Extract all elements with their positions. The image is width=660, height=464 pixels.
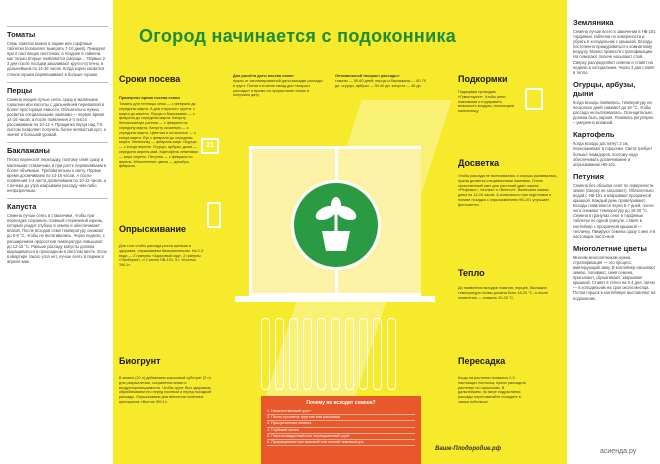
site-url: Ваше-Плодородие.рф: [435, 446, 502, 452]
sprayer-icon: [207, 202, 221, 228]
section-text: Плохо переносят пересадку, поэтому семя сразу в маленькие стаканчики, и при росте переваливаем в более объёмные. Требовательны к свету. Первое время досвечиваем по 14-16 часов. А после появления 2-4 листа досвечиваем по 10-12 часов, а с вечера до утра накрываем рассаду чем-либо непрозрачным.: [7, 157, 107, 193]
section-text: Семена лучше всего в замочении в НВ-101 торфяные таблетки по поверхности и убрать в холодильник с крышкой. Всходы постепенно прищуриваться к комнатному воздуху. Можно провести стратификацию. На помогают поличе насыпают слой. Сверху распределяют семена и ставят на неделю в холодильник. Через 3 дня ставят в тепло.: [573, 29, 656, 75]
section-title-warmth: Тепло: [458, 268, 485, 278]
section-title: Земляника: [573, 18, 614, 27]
box-item: 5. Переохлажденный или пересушенный грунт: [267, 434, 415, 440]
box-item: 2. Плохо пролитое грунтом или рассыпка: [267, 415, 415, 421]
biosoil-text: В землю (10 л) добавляем кокосовый субстрат (3 л) для разрыхления, сохранения влаги и воздухопроницаемости. Чтобы грунт был здоровым, обрабатываем его перед посевом и перед посадкой рассады. Опрыскиваем для внесения полезных препаратов «Восток ЭМ-1».: [119, 376, 212, 404]
section-title: Картофель: [573, 130, 615, 140]
watermark: асиенда.ру: [600, 448, 637, 455]
box-item: 6. Проращиваем при высокой или низкой температуре: [267, 440, 415, 446]
section-title-spraying: Опрыскивание: [119, 224, 187, 234]
radiator-section: [373, 318, 382, 390]
right-section-strawberry: [573, 18, 656, 75]
section-title-sowing-dates: Сроки посева: [119, 74, 181, 84]
right-section-perennials: [573, 244, 656, 301]
section-text: Семена лучше сеять в стаканчики, чтобы при пересадке сохранить главный стержневой корень, который уходит глубоко в землю и обеспечивает влагой. После всходов семя температуру снижают до 6-8 °С, чтобы не вытягивались. Через неделю, с расширением проростков температура повышают до 12-15 °С. Раньше рассаду капусты должна выращиваться в прохладном и светлом месте. Если в квартире такого угла нет, лучше сеять в парник в апреле-мае.: [7, 213, 107, 264]
radiator-section: [387, 318, 396, 390]
calc-heading: Для расчёта даты посева семян: [233, 74, 294, 78]
section-title: Перцы: [7, 82, 108, 95]
radiator-section: [261, 318, 270, 390]
calc-text: нужно от запланированной даты высадки рассады в грунт. Потом отсчитав назад дни «возраст рассады» и время на прорастание семян и получаем дату.: [233, 79, 323, 98]
warmth-text: До появления всходов томатов, перцев, баклажан температура почвы должна быть 18-20 °С, а после появления — снижать 20-25 °С.: [458, 286, 549, 300]
seedling-svg: [294, 183, 378, 267]
right-section-cucumbers: [573, 80, 656, 125]
section-title: Томаты: [7, 26, 108, 39]
box-item: 3. Просроченные семена: [267, 421, 415, 427]
section-title-feeding: Подкормки: [458, 74, 508, 84]
radiator-section: [331, 318, 340, 390]
section-text: Семь томатов можно в ящики или торфяные таблетки (позволяет выиграть 7-10 дней). Пикируют при 2 настоящих листочках, а позднее в тайничи, как только вторые появляются сморщи… Первые 2-3 дня после посадки закаливают кругло-суточно, в дальнейшем по 14-16 часов. Когда корни касаются стенок горшка перевешивают в больше горшки.: [7, 41, 107, 77]
why-seeds-fail-box: [261, 396, 421, 464]
section-text: Семена без обсыпки сеют по поверхности земли (сверху не засыпают). Обязательно водой с НВ-101 и накрывают прозрачной крышкой. Каждый день проветривают. Всходы появляются через 5-7 дней, после чего снижают температуру до 18-20 °С. Семена в гранулах сеют в торфяные таблетки по одной грануле, ставят в контейнер с прозрачной крышкой — тепличку. Пикируют семена сразу с мек 4-6 настоящих листочков.: [573, 182, 656, 239]
right-column: [567, 0, 660, 464]
box-item: 4. Глубокий посев: [267, 428, 415, 434]
section-title: Петуния: [573, 171, 605, 181]
window-sill: [235, 296, 435, 302]
section-text: Когда всходы достигнут 3 см, пересаживают в горшочки. Света требует больше помидоров, поэтому надо обеспечивать досвечивание и опрыскивание НВ-101.: [573, 141, 653, 167]
feeding-text: Подкормки проводим «Гумистарин». Чтобы рени повлажнив и подправить влажность воздуха, используем капельницу.: [458, 90, 515, 114]
section-text: Многим многолетникам нужна стратификация — это процесс, имитирующий зиму. В контейнер насыпают землю, поливают, семя семена, присыпают, сбрызгивают, закрывают крышкой. Ставят в тепло на 3-4 дня, затем — в холодильник на срок около месяца. Потом горшок в контейнере выставляют на подоконник.: [573, 254, 656, 301]
jug-icon: [525, 88, 543, 110]
sowing-text: Томаты для теплицы семя — с февраля до середины марта. А для открытого грунта: с марта до апреля. Перцы и Баклажаны — с февраля до середины марта. Капусту белокочанную ранняя — с февраля по середину марта, Капусту кочанную — с середины марта. Цветная и остальные — с конца марта. Лук с февраля до середины марта. Зеленинку — февраль-март. Огурцы — с конца апреля. Огурцы, арбузы, дыни — середина апреля-май. Картофель семенами — март-апрель. Петуния — с февраля по апрель. Многолетние цветы — декабрь-февраль.: [119, 102, 198, 169]
radiator-section: [303, 318, 312, 390]
section-title: Баклажаны: [7, 142, 108, 155]
right-section-petunia: [573, 172, 656, 239]
left-section-cabbage: [7, 198, 108, 264]
radiator-section: [317, 318, 326, 390]
optimal-age-text: томаты — 50-60 дней; перцы и баклажаны — 60-70 дн. огурцы, арбузы — 30-40 дн. капуста — 45 дн.: [335, 79, 426, 88]
section-title-biosoil: Биогрунт: [119, 356, 161, 366]
center-panel: [113, 0, 567, 464]
calendar-icon: [201, 138, 219, 154]
right-section-potato: [573, 130, 656, 166]
section-text: Семена перцев лучше сеять сразу в маленькие горшочки или кассеты с дальнейшей перевалкой в более просторные емкости. Обязательно нужна досветка специальными лампами — первое время 14-16 часов, а после появления 2-4 листа рассаживаем по 10-12 ч. Прищипка перца над 7-8 листом позволяет получить более ветвистый куст, а значит и больший урожай.: [7, 96, 106, 138]
section-title: Многолетние цветы: [573, 243, 647, 253]
left-section-peppers: [7, 82, 108, 138]
radiator-section: [275, 318, 284, 390]
sowing-heading: Примерное время посева семян: [119, 96, 180, 100]
lighting-text: Чтобы рассада не вытягивалась и хорошо развивалась, нужна досветка специальными лампами. Очень качественный свет для растений дают лампы «Рефлакс», «Аэлка» и «Вехнол». Включаем лампы днем на 14-16 часов. А изначально при подготовке и поливе посадки с опрыскиванием НВ-101 улучшает фотосинтез.: [458, 174, 558, 207]
seedling-pot-icon: [291, 180, 381, 270]
left-section-eggplants: [7, 142, 108, 193]
spraying-text: Для того чтобы рассада росла крепкая и здоровая, опрыскиваем биокомплексом. На 2-3 вода — 2 гранулы «Здоровый сад», 2 гранулы «Экоберин», и 2 капли НВ-101, 5 г. «Костык ЭМ-1».: [119, 244, 204, 268]
radiator-section: [345, 318, 354, 390]
section-title: Огурцы, арбузы, дыни: [573, 79, 636, 98]
transplant-text: Когда на растении появился 2-3 настоящих листочка, нужно рассадить растение по горшочкам. В дальнейшем, по мере подрастания рассады переставляйте посадите в чашки побольше.: [458, 376, 527, 404]
box-title: Почему не всходят семена?: [306, 400, 376, 406]
radiator-section: [289, 318, 298, 390]
radiator-illustration: [261, 318, 411, 390]
section-title-lighting: Досветка: [458, 158, 500, 168]
section-text: Когда всходы появились, температуру на несколько дней снижают до 18 °С, чтобы рассада не вытягивалась. Осенщительно должна быть парная. Поливать регулярно – умеренно влажной.: [573, 99, 654, 126]
optimal-age-heading: Оптимальный «возраст рассады»: [335, 74, 400, 78]
calendar-day: 21: [206, 142, 214, 149]
section-title-transplant: Пересадка: [458, 356, 506, 366]
box-item: 1. Некачественный грунт: [267, 409, 415, 415]
left-column: [0, 0, 113, 464]
section-title: Капуста: [7, 198, 108, 211]
radiator-section: [359, 318, 368, 390]
left-section-tomatoes: [7, 26, 108, 77]
page-title: Огород начинается с подоконника: [139, 26, 457, 46]
